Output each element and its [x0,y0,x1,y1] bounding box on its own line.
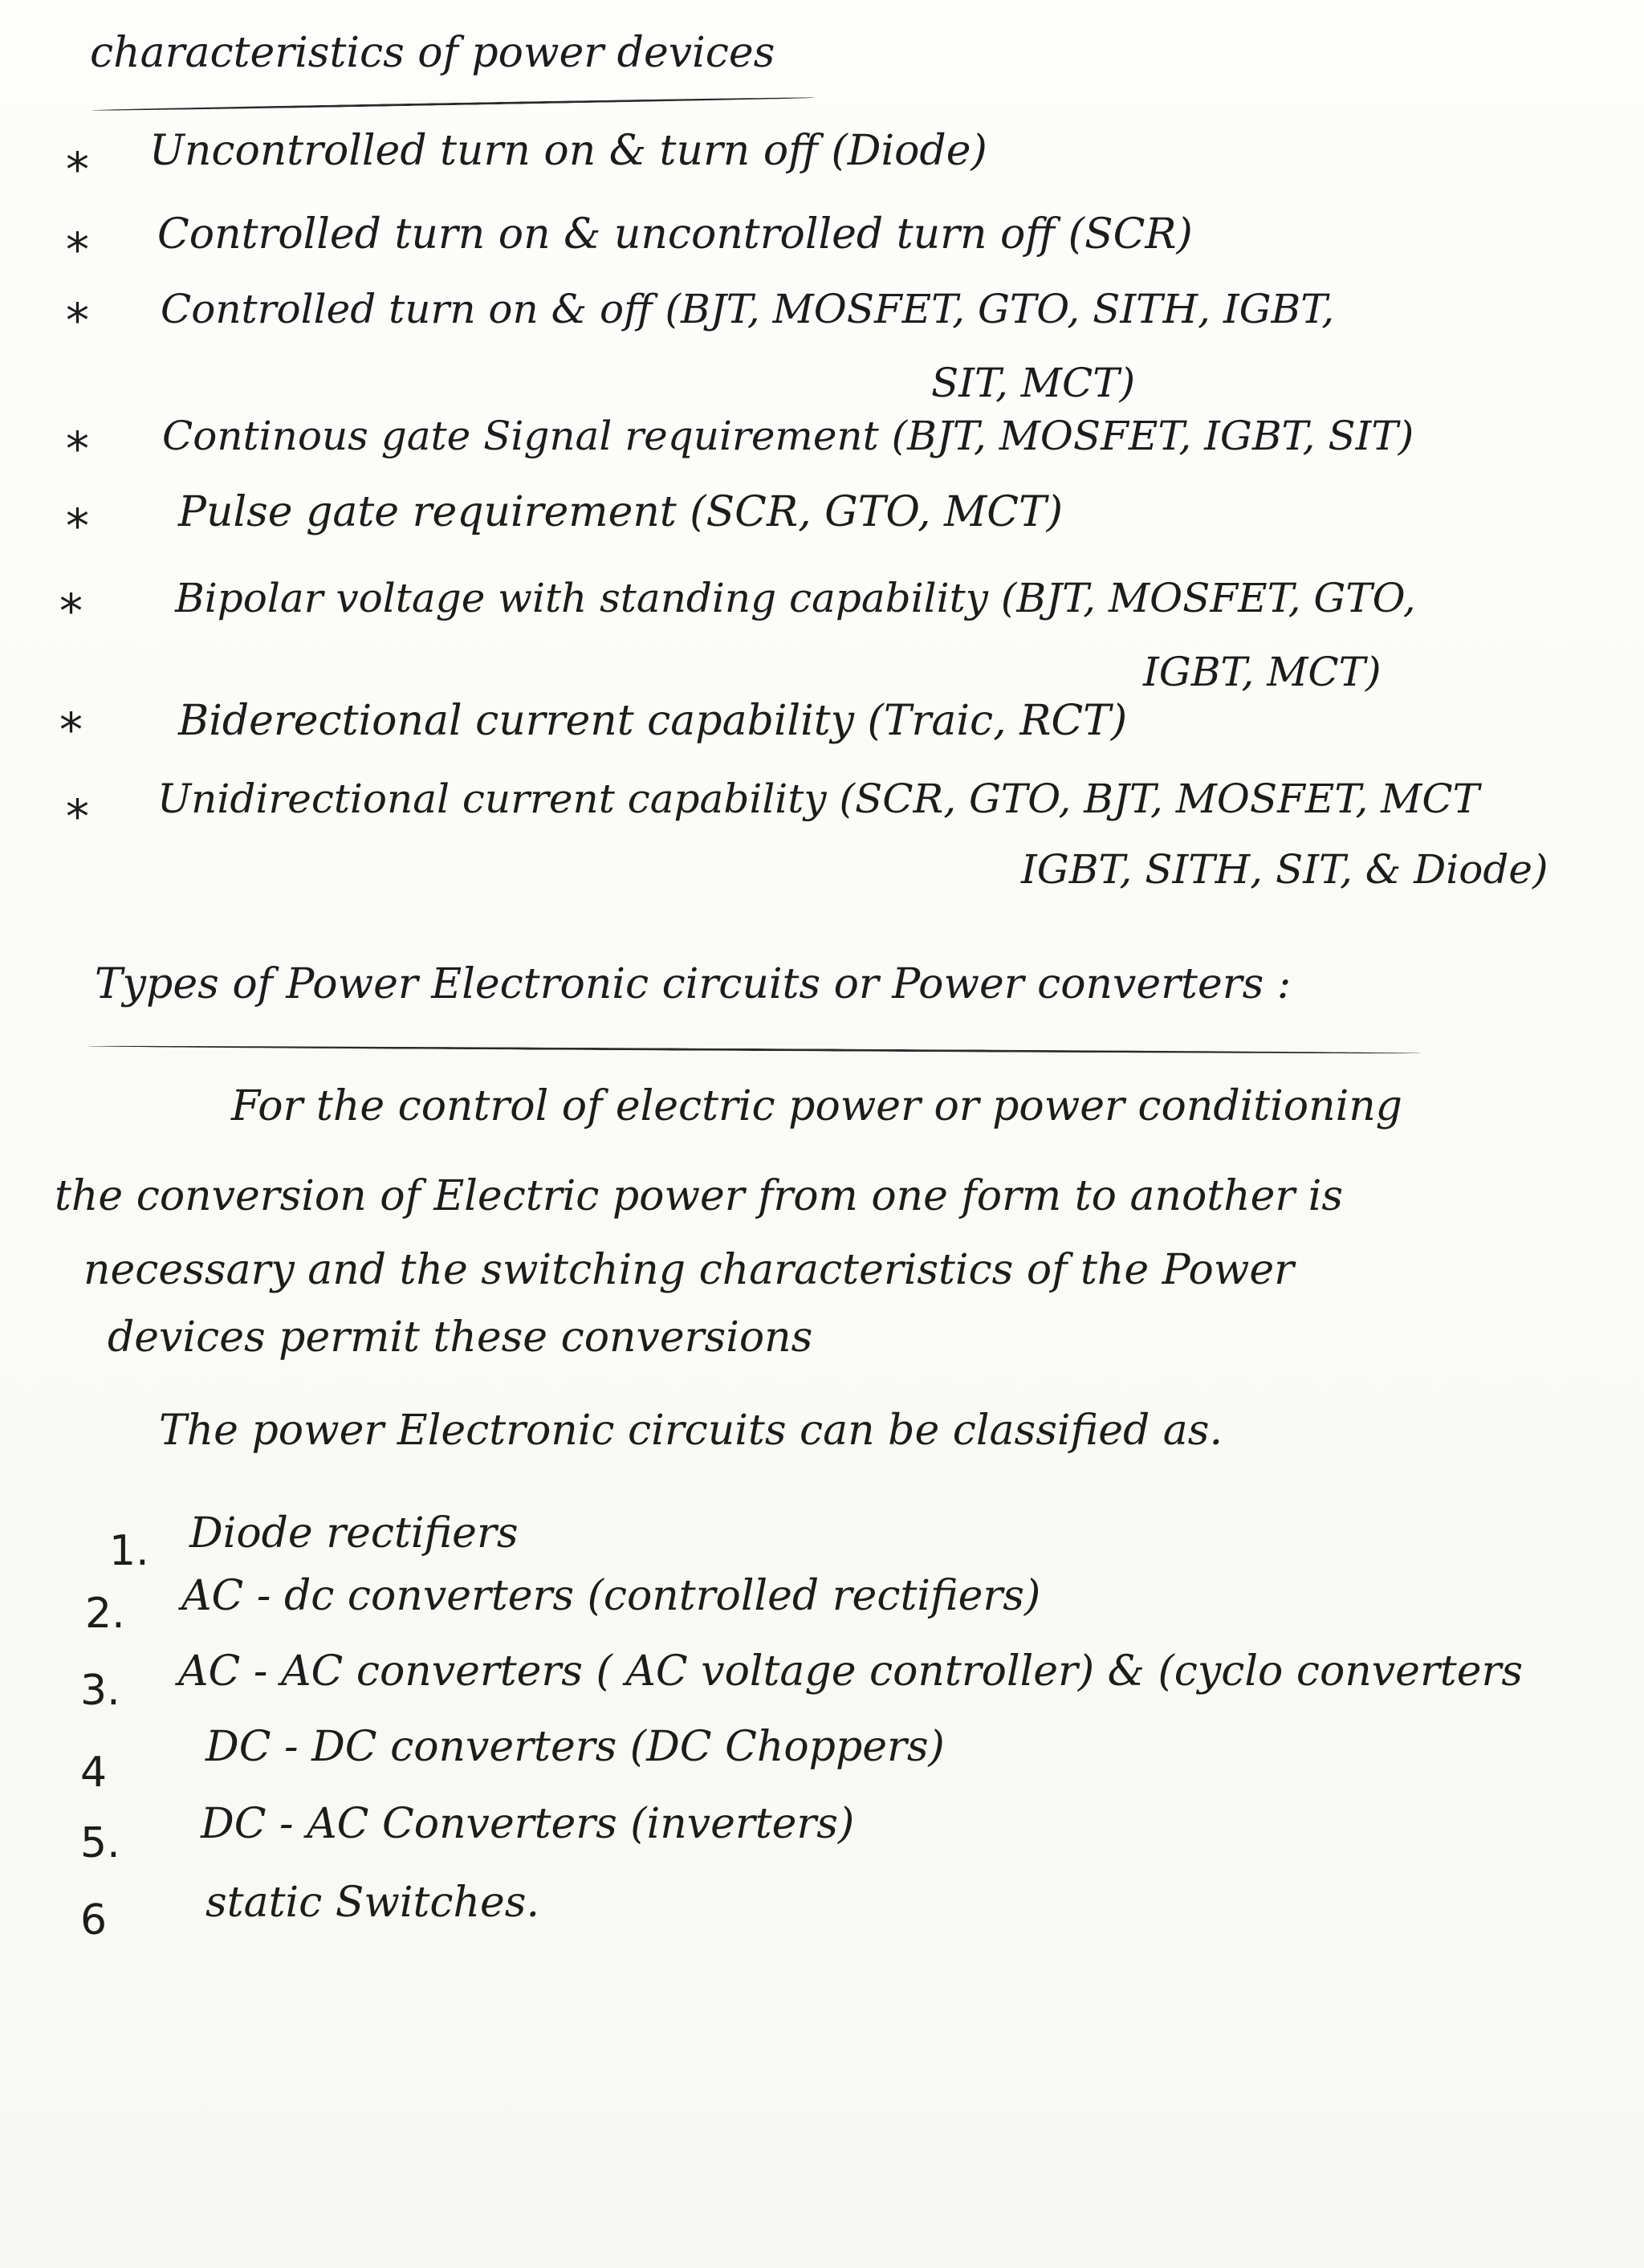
bullet-text: Controlled turn on & off (BJT, MOSFET, GTO, SITH, IGBT, [161,286,1335,332]
bullet-text: Bipolar voltage with standing capability (BJT, MOSFET, GTO, [175,575,1416,621]
bullet-text: Biderectional current capability (Traic, RCT) [178,697,1128,745]
bullet-symbol: * [66,293,89,348]
list-number: 4 [80,1749,108,1797]
bullet-symbol: * [66,222,89,277]
bullet-text-continued: IGBT, SITH, SIT, & Diode) [1021,846,1548,893]
paragraph-line: For the control of electric power or power conditioning [231,1082,1402,1130]
bullet-text: Continous gate Signal requirement (BJT, MOSFET, IGBT, SIT) [162,413,1414,459]
bullet-text: Controlled turn on & uncontrolled turn off (SCR) [157,210,1193,259]
heading-underline [92,96,815,112]
bullet-symbol: * [66,789,89,844]
list-number: 5. [80,1819,120,1867]
list-item-text: AC - AC converters ( AC voltage controller) & (cyclo converters [178,1647,1524,1696]
list-item-text: DC - DC converters (DC Choppers) [206,1723,945,1771]
section-underline [88,1045,1421,1055]
paragraph-line: necessary and the switching characteristics of the Power [83,1246,1294,1294]
bullet-text: Unidirectional current capability (SCR, GTO, BJT, MOSFET, MCT [157,776,1479,822]
section-heading: Types of Power Electronic circuits or Power converters : [95,960,1292,1008]
list-intro: The power Electronic circuits can be classified as. [159,1407,1223,1455]
bullet-text: Pulse gate requirement (SCR, GTO, MCT) [178,488,1064,536]
list-item-text: AC - dc converters (controlled rectifiers) [181,1572,1041,1620]
bullet-text: Uncontrolled turn on & turn off (Diode) [149,127,987,175]
bullet-symbol: * [66,499,89,553]
list-number: 2. [85,1590,125,1638]
paragraph-line: devices permit these conversions [108,1313,813,1362]
bullet-text-continued: IGBT, MCT) [1143,649,1382,695]
paragraph-line: the conversion of Electric power from one form to another is [55,1172,1344,1220]
page-heading: characteristics of power devices [90,29,775,77]
bullet-symbol: * [66,142,89,197]
bullet-symbol: * [66,421,89,476]
list-item-text: DC - AC Converters (inverters) [201,1800,855,1848]
list-number: 1. [109,1527,149,1575]
list-item-text: static Switches. [206,1879,540,1927]
list-number: 6 [80,1896,108,1944]
list-item-text: Diode rectifiers [189,1509,519,1557]
bullet-symbol: * [59,584,83,638]
bullet-text-continued: SIT, MCT) [931,360,1136,406]
bullet-symbol: * [59,702,83,757]
list-number: 3. [80,1667,120,1715]
